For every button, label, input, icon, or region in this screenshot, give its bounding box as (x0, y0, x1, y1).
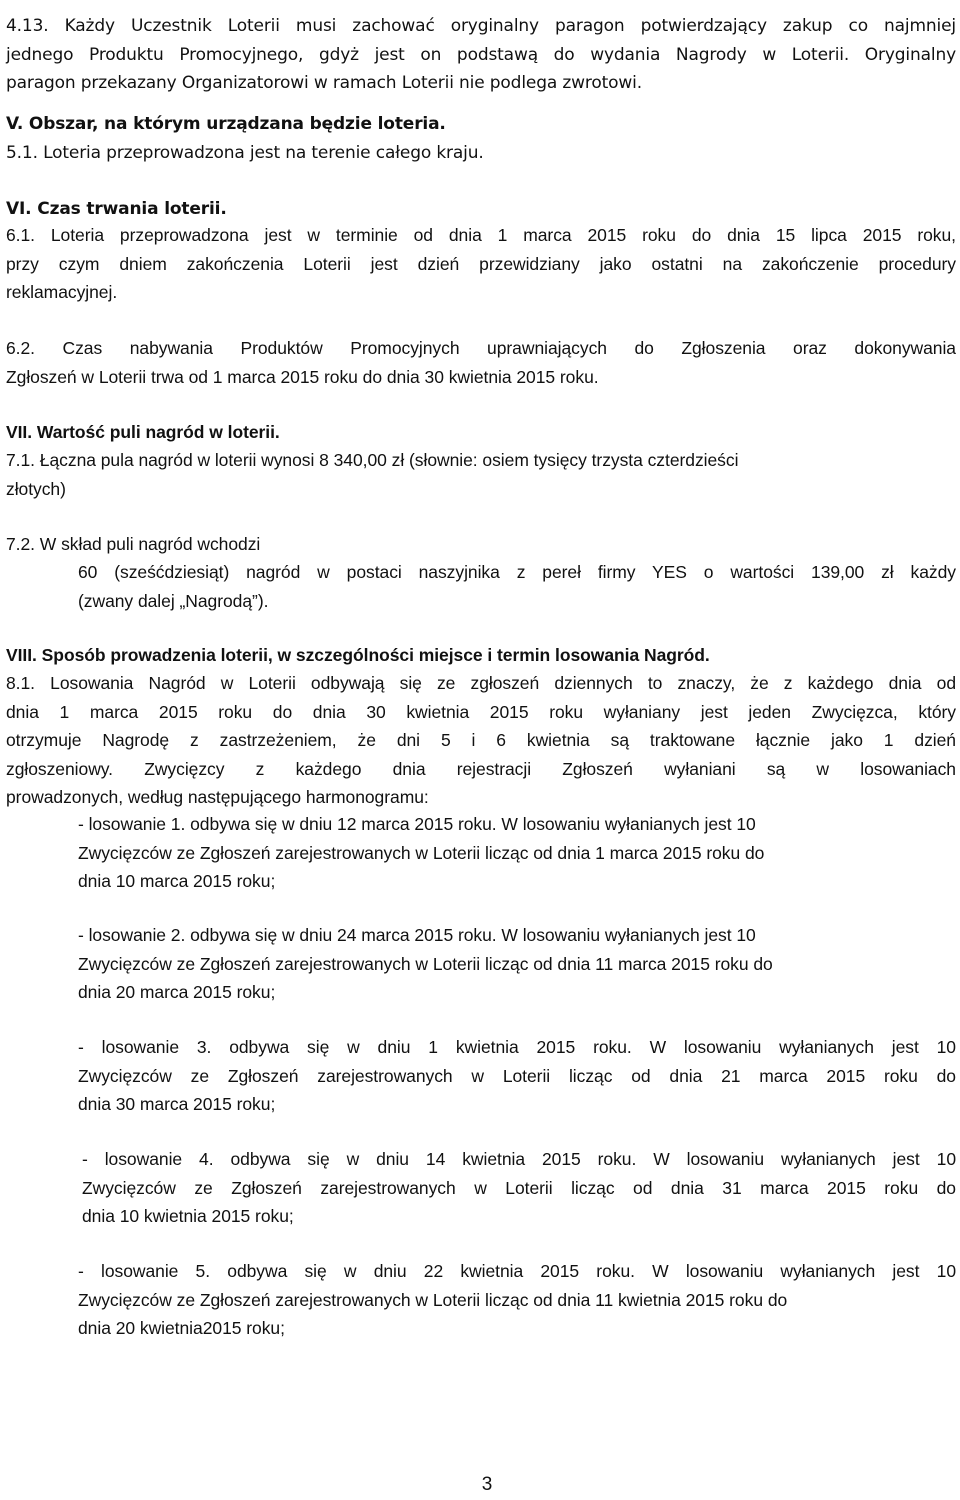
paragraph-6-2 (6, 334, 956, 391)
draw-1-line-3: dnia 10 marca 2015 roku; (78, 871, 276, 891)
draw-3-line-3: dnia 30 marca 2015 roku; (78, 1094, 276, 1114)
draw-5-line-1: - losowanie 5. odbywa się w dniu 22 kwietnia 2015 roku. W losowaniu wyłanianych jest 10 (78, 1261, 956, 1281)
draw-4-line-3: dnia 10 kwietnia 2015 roku; (82, 1206, 294, 1226)
paragraph-4-13-line-2: jednego Produktu Promocyjnego, gdyż jest on podstawą do wydania Nagrody w Loterii. Oryginalny (6, 44, 956, 65)
paragraph-6-1-line-2: przy czym dniem zakończenia Loterii jest dzień przewidziany jako ostatni na zakończenie procedury (6, 253, 956, 274)
paragraph-4-13 (6, 12, 956, 98)
draw-item-1 (78, 810, 956, 896)
paragraph-8-1-line-1: 8.1. Losowania Nagród w Loterii odbywają się ze zgłoszeń dziennych to znaczy, że z każdego dnia od (6, 673, 956, 693)
draw-1-line-1: - losowanie 1. odbywa się w dniu 12 marca 2015 roku. W losowaniu wyłanianych jest 10 (78, 814, 756, 834)
paragraph-6-1-line-1: 6.1. Loteria przeprowadzona jest w terminie od dnia 1 marca 2015 roku do dnia 15 lipca 2015 roku, (6, 225, 956, 245)
paragraph-7-2-prizes (78, 558, 956, 615)
paragraph-6-1 (6, 221, 956, 307)
section-5-heading: V. Obszar, na którym urządzana będzie loteria. (6, 114, 446, 134)
paragraph-4-13-line-1: 4.13. Każdy Uczestnik Loterii musi zachować oryginalny paragon potwierdzający zakup co najmniej (6, 16, 956, 36)
draw-item-3 (78, 1033, 956, 1119)
paragraph-7-1-line-1: 7.1. Łączna pula nagród w loterii wynosi 8 340,00 zł (słownie: osiem tysięcy trzysta czterdzieści (6, 450, 739, 470)
draw-item-4 (82, 1145, 956, 1231)
draw-2-line-2: Zwycięzców ze Zgłoszeń zarejestrowanych w Loterii licząc od dnia 11 marca 2015 roku do (78, 953, 773, 974)
paragraph-6-1-line-3: reklamacyjnej. (6, 282, 118, 302)
document-page (6, 0, 956, 1500)
paragraph-7-2-line-2: 60 (sześćdziesiąt) nagród w postaci naszyjnika z pereł firmy YES o wartości 139,00 zł każdy (78, 562, 956, 582)
draw-3-line-1: - losowanie 3. odbywa się w dniu 1 kwietnia 2015 roku. W losowaniu wyłanianych jest 10 (78, 1037, 956, 1057)
paragraph-7-1-line-2: złotych) (6, 478, 66, 499)
paragraph-4-13-line-3: paragon przekazany Organizatorowi w ramach Loterii nie podlega zwrotowi. (6, 73, 642, 93)
draw-4-line-2: Zwycięzców ze Zgłoszeń zarejestrowanych w Loterii licząc od dnia 31 marca 2015 roku do (82, 1177, 956, 1198)
paragraph-6-2-line-2: Zgłoszeń w Loterii trwa od 1 marca 2015 roku do dnia 30 kwietnia 2015 roku. (6, 366, 599, 387)
paragraph-6-2-line-1: 6.2. Czas nabywania Produktów Promocyjnych uprawniających do Zgłoszenia oraz dokonywania (6, 338, 956, 358)
paragraph-5-1: 5.1. Loteria przeprowadzona jest na terenie całego kraju. (6, 143, 484, 163)
draw-2-line-1: - losowanie 2. odbywa się w dniu 24 marca 2015 roku. W losowaniu wyłanianych jest 10 (78, 925, 756, 945)
draw-5-line-3: dnia 20 kwietnia2015 roku; (78, 1318, 285, 1338)
section-6-heading: VI. Czas trwania loterii. (6, 199, 227, 219)
draw-item-5 (78, 1257, 956, 1343)
paragraph-8-1-line-3: otrzymuje Nagrodę z zastrzeżeniem, że dni 5 i 6 kwietnia są traktowane łącznie jako 1 dzień (6, 730, 956, 750)
paragraph-8-1-line-4: zgłoszeniowy. Zwycięzcy z każdego dnia rejestracji Zgłoszeń wyłaniani są w losowaniach (6, 758, 956, 779)
draw-5-line-2: Zwycięzców ze Zgłoszeń zarejestrowanych w Loterii licząc od dnia 11 kwietnia 2015 roku do (78, 1289, 788, 1310)
draw-item-2 (78, 921, 956, 1007)
section-8-heading: VIII. Sposób prowadzenia loterii, w szczególności miejsce i termin losowania Nagród. (6, 645, 710, 665)
paragraph-8-1 (6, 669, 956, 812)
paragraph-7-1 (6, 446, 956, 503)
draw-2-line-3: dnia 20 marca 2015 roku; (78, 982, 276, 1002)
draw-3-line-2: Zwycięzców ze Zgłoszeń zarejestrowanych w Loterii licząc od dnia 21 marca 2015 roku do (78, 1065, 956, 1086)
draw-1-line-2: Zwycięzców ze Zgłoszeń zarejestrowanych w Loterii licząc od dnia 1 marca 2015 roku do (78, 842, 765, 863)
draw-4-line-1: - losowanie 4. odbywa się w dniu 14 kwietnia 2015 roku. W losowaniu wyłanianych jest 10 (82, 1149, 956, 1169)
paragraph-8-1-line-5: prowadzonych, według następującego harmonogramu: (6, 787, 429, 807)
paragraph-8-1-line-2: dnia 1 marca 2015 roku do dnia 30 kwietnia 2015 roku wyłaniany jest jeden Zwycięzca, który (6, 701, 956, 722)
page-number: 3 (481, 1474, 493, 1495)
section-7-heading: VII. Wartość puli nagród w loterii. (6, 422, 280, 442)
paragraph-7-2: 7.2. W skład puli nagród wchodzi (6, 534, 261, 554)
paragraph-7-2-line-3: (zwany dalej „Nagrodą”). (78, 590, 269, 611)
